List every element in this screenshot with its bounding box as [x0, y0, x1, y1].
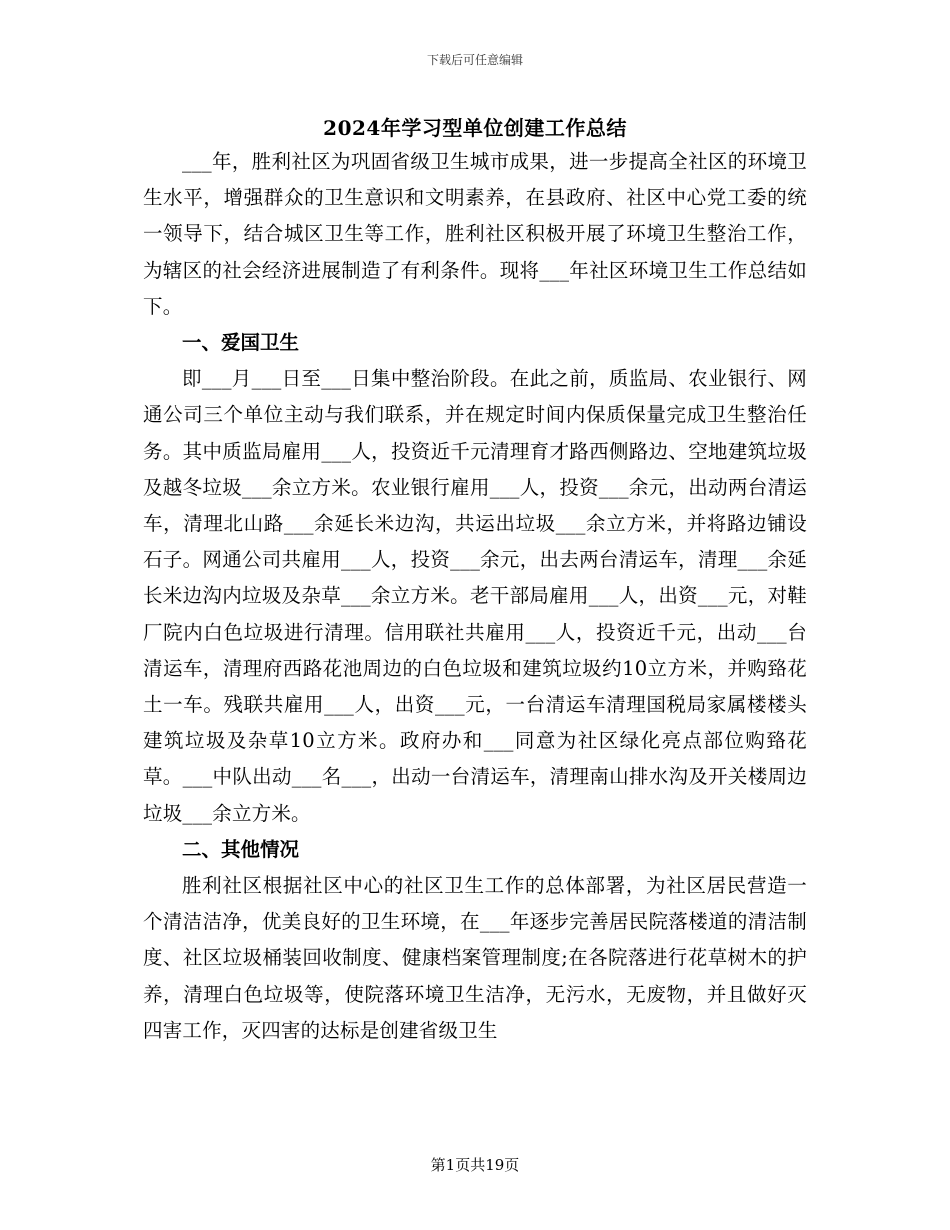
- section-heading-patriotic-health: 一、爱国卫生: [182, 331, 300, 355]
- document-body: [143, 144, 807, 1049]
- page-header: 下载后可任意编辑: [426, 53, 523, 67]
- section-paragraph-patriotic-health: 即___月___日至___日集中整治阶段。在此之前，质监局、农业银行、网通公司三个单位主动与我们联系，并在规定时间内保质保量完成卫生整治任务。其中质监局雇用___人，投资近千元清理育才路西侧路边、空地建筑垃圾及越冬垃圾___余立方米。农业银行雇用___人，投资___余元，出动两台清运车，清理北山路___余延长米边沟，共运出垃圾___余立方米，并将路边铺设石子。网通公司共雇用___人，投资___余元，出去两台清运车，清理___余延长米边沟内垃圾及杂草___余立方米。老干部局雇用___人，出资___元，对鞋厂院内白色垃圾进行清理。信用联社共雇用___人，投资近千元，出动___台清运车，清理府西路花池周边的白色垃圾和建筑垃圾约10立方米，并购臵花土一车。残联共雇用___人，出资___元，一台清运车清理国税局家属楼楼头建筑垃圾及杂草10立方米。政府办和___同意为社区绿化亮点部位购臵花草。___中队出动___名___，出动一台清运车，清理南山排水沟及开关楼周边垃圾___余立方米。: [143, 367, 807, 825]
- page-number: 第1页共19页: [430, 1156, 520, 1174]
- document-title: 2024年学习型单位创建工作总结: [323, 116, 627, 140]
- section-paragraph-other: 胜利社区根据社区中心的社区卫生工作的总体部署，为社区居民营造一个清洁洁净，优美良好的卫生环境，在___年逐步完善居民院落楼道的清洁制度、社区垃圾桶装回收制度、健康档案管理制度;在各院落进行花草树木的护养，清理白色垃圾等，使院落环境卫生洁净，无污水，无废物，并且做好灭四害工作，灭四害的达标是创建省级卫生: [143, 874, 807, 1042]
- intro-paragraph: ___年，胜利社区为巩固省级卫生城市成果，进一步提高全社区的环境卫生水平，增强群众的卫生意识和文明素养，在县政府、社区中心党工委的统一领导下，结合城区卫生等工作，胜利社区积极开展了环境卫生整治工作，为辖区的社会经济进展制造了有利条件。现将___年社区环境卫生工作总结如下。: [143, 150, 807, 318]
- section-heading-other: 二、其他情况: [182, 837, 300, 861]
